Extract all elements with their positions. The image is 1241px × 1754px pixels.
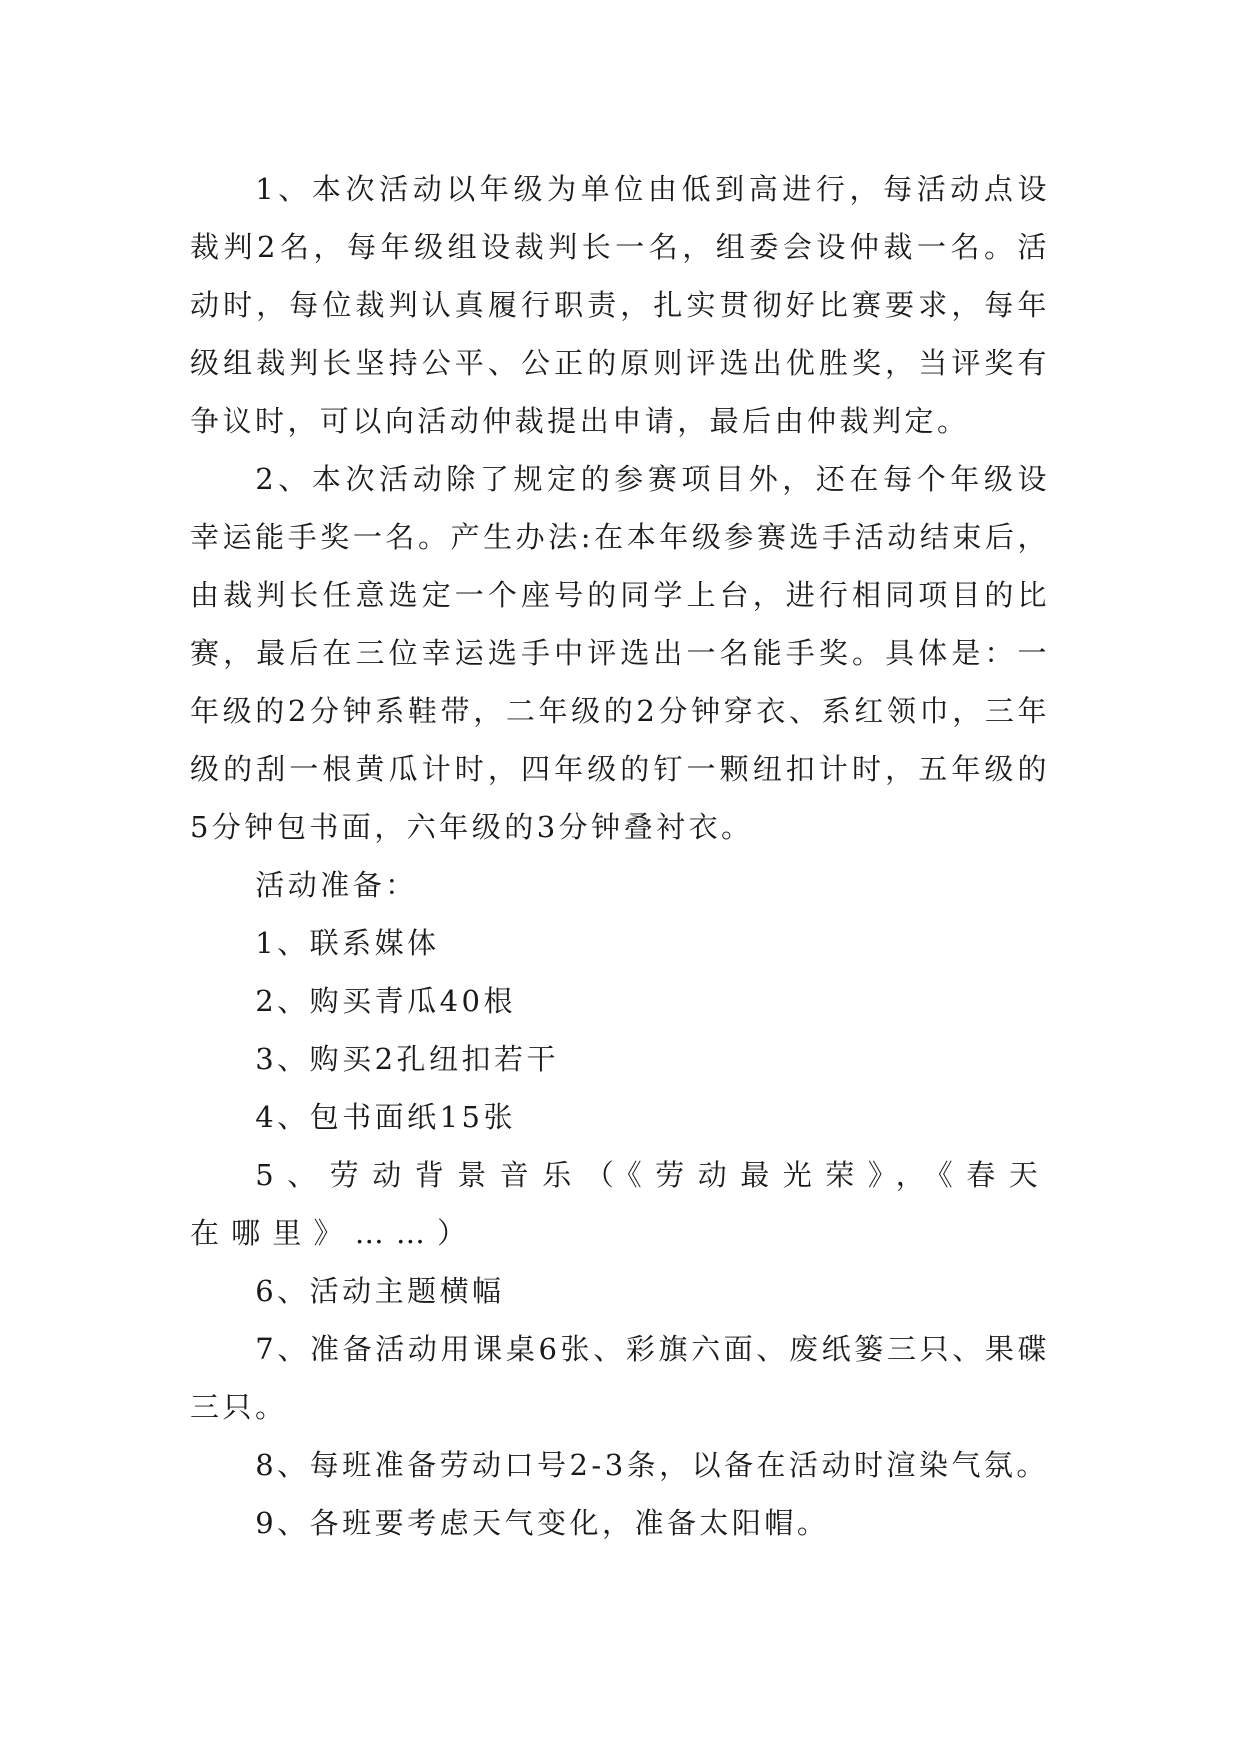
rules-paragraph-2: 2、本次活动除了规定的参赛项目外，还在每个年级设幸运能手奖一名。产生办法:在本年级参赛选手活动结束后，由裁判长任意选定一个座号的同学上台，进行相同项目的比赛，最后在三位幸运选手中评选出一名能手奖。具体是：一年级的2分钟系鞋带，二年级的2分钟穿衣、系红领巾，三年级的刮一根黄瓜计时，四年级的钉一颗纽扣计时，五年级的5分钟包书面，六年级的3分钟叠衬衣。 bbox=[190, 462, 1050, 844]
preparation-item-9: 9、各班要考虑天气变化，准备太阳帽。 bbox=[255, 1506, 830, 1540]
preparation-heading: 活动准备： bbox=[255, 868, 418, 902]
preparation-item-3: 3、购买2孔纽扣若干 bbox=[255, 1042, 559, 1076]
document-body bbox=[190, 160, 1050, 1552]
preparation-item-4: 4、包书面纸15张 bbox=[255, 1100, 516, 1134]
preparation-item-6: 6、活动主题横幅 bbox=[255, 1274, 505, 1308]
preparation-item-1: 1、联系媒体 bbox=[255, 926, 440, 960]
preparation-item-5: 5、劳动背景音乐（《劳动最光荣》，《春天在哪里》……） bbox=[190, 1158, 1050, 1250]
preparation-item-8: 8、每班准备劳动口号2-3条，以备在活动时渲染气氛。 bbox=[255, 1448, 1049, 1482]
preparation-item-7: 7、准备活动用课桌6张、彩旗六面、废纸篓三只、果碟三只。 bbox=[190, 1332, 1050, 1424]
preparation-item-2: 2、购买青瓜40根 bbox=[255, 984, 516, 1018]
rules-paragraph-1: 1、本次活动以年级为单位由低到高进行，每活动点设裁判2名，每年级组设裁判长一名，组委会设仲裁一名。活动时，每位裁判认真履行职责，扎实贯彻好比赛要求，每年级组裁判长坚持公平、公正的原则评选出优胜奖，当评奖有争议时，可以向活动仲裁提出申请，最后由仲裁判定。 bbox=[190, 172, 1050, 438]
